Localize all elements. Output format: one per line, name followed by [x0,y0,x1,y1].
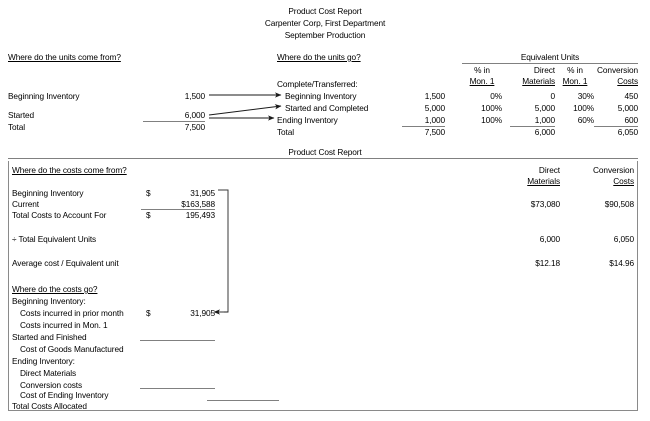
source-row-value: 7,500 [184,122,205,132]
cost-col-header-materials: Materials [527,176,560,186]
eu-cc-total: 6,050 [617,127,638,137]
cost-of-ending-inventory-rule [207,400,279,401]
cost-row-label: Current [12,199,39,209]
col-header-direct: Direct [533,65,555,75]
source-row-label: Total [8,122,26,132]
eu-dm: 5,000 [534,103,555,113]
cost-row-currency-symbol: $ [146,210,151,220]
dest-row-label: Started and Completed [285,103,369,113]
col-header-pct-in-cc: % in [567,65,583,75]
dest-row-label: Beginning Inventory [285,91,357,101]
bracket-beginning-inventory-cost [218,190,228,312]
average-cost-cc: $14.96 [609,258,634,268]
equivalent-units-heading: Equivalent Units [520,52,580,62]
units-go-heading: Where do the units go? [277,52,361,62]
report-title-line-1: Product Cost Report [288,6,362,16]
cost-row-amount: 195,493 [185,210,215,220]
cost-row-currency-symbol: $ [146,188,151,198]
conversion-costs-rule [140,388,215,389]
allocation-row-label: Beginning Inventory: [12,296,86,306]
cost-col-header-costs: Costs [613,176,634,186]
cost-row-amount: 31,905 [190,188,215,198]
report-title-line-3: September Production [284,30,366,40]
source-row-value: 1,500 [184,91,205,101]
cost-report-banner-title: Product Cost Report [288,147,362,157]
allocation-row-label: Conversion costs [20,380,83,390]
allocation-row-label: Total Costs Allocated [12,401,87,411]
equivalent-units-divisor-dm: 6,000 [539,234,560,244]
eu-pct-cc: 100% [573,103,594,113]
dest-row-units: 1,000 [424,115,445,125]
complete-transferred-label: Complete/Transferred: [277,79,358,89]
eu-pct-dm: 0% [490,91,502,101]
eu-cc: 600 [624,115,638,125]
eu-dm: 0 [550,91,555,101]
arrow-started-and-completed [209,106,281,115]
source-row-label: Beginning Inventory [8,91,80,101]
allocation-row-currency-symbol: $ [146,308,151,318]
eu-pct-dm: 100% [481,103,502,113]
allocation-row-label: Ending Inventory: [12,356,75,366]
report-title-line-2: Carpenter Corp, First Department [264,18,386,28]
allocation-row-label: Costs incurred in prior month [20,308,124,318]
col-header-mon-1-dm: Mon. 1 [469,76,495,86]
allocation-row-label: Cost of Ending Inventory [20,390,109,400]
col-header-costs: Costs [617,76,638,86]
dest-row-label: Ending Inventory [277,115,338,125]
dest-row-units: 5,000 [424,103,445,113]
average-cost-dm: $12.18 [535,258,560,268]
eu-pct-cc: 30% [577,91,594,101]
cost-report-banner-rule [8,158,638,159]
costs-go-heading: Where do the costs go? [12,284,98,294]
equivalent-units-divisor-label: ÷ Total Equivalent Units [12,234,97,244]
col-header-conversion: Conversion [597,65,638,75]
costs-come-from-heading: Where do the costs come from? [12,165,127,175]
report-box-bottom-border [8,410,638,411]
eu-dm-total: 6,000 [534,127,555,137]
average-cost-label: Average cost / Equivalent unit [12,258,119,268]
report-box-left-border [8,161,9,410]
source-row-value: 6,000 [184,110,205,120]
report-box-right-border [637,161,638,410]
cost-col-header-direct: Direct [538,165,560,175]
col-header-mon-1-cc: Mon. 1 [562,76,588,86]
eu-pct-dm: 100% [481,115,502,125]
dest-total-units: 7,500 [424,127,445,137]
eu-cc: 450 [624,91,638,101]
allocation-row-amount: 31,905 [190,308,215,318]
cost-row-cc: $90,508 [604,199,634,209]
cost-col-header-conversion: Conversion [593,165,634,175]
cost-row-label: Beginning Inventory [12,188,84,198]
allocation-row-label: Started and Finished [12,332,87,342]
allocation-row-label: Direct Materials [20,368,77,378]
cost-row-label: Total Costs to Account For [12,210,107,220]
dest-total-label: Total [277,127,295,137]
dest-row-units: 1,500 [424,91,445,101]
cost-row-amount: $163,588 [181,199,215,209]
allocation-row-label: Cost of Goods Manufactured [20,344,124,354]
eu-pct-cc: 60% [577,115,594,125]
col-header-pct-in-dm: % in [474,65,490,75]
units-come-from-heading: Where do the units come from? [8,52,121,62]
eu-dm: 1,000 [534,115,555,125]
cost-row-dm: $73,080 [530,199,560,209]
allocation-row-label: Costs incurred in Mon. 1 [20,320,108,330]
col-header-materials: Materials [522,76,555,86]
started-finished-rule [140,340,215,341]
source-row-label: Started [8,110,35,120]
eu-cc: 5,000 [617,103,638,113]
equivalent-units-group-rule [462,63,638,64]
equivalent-units-divisor-cc: 6,050 [613,234,634,244]
